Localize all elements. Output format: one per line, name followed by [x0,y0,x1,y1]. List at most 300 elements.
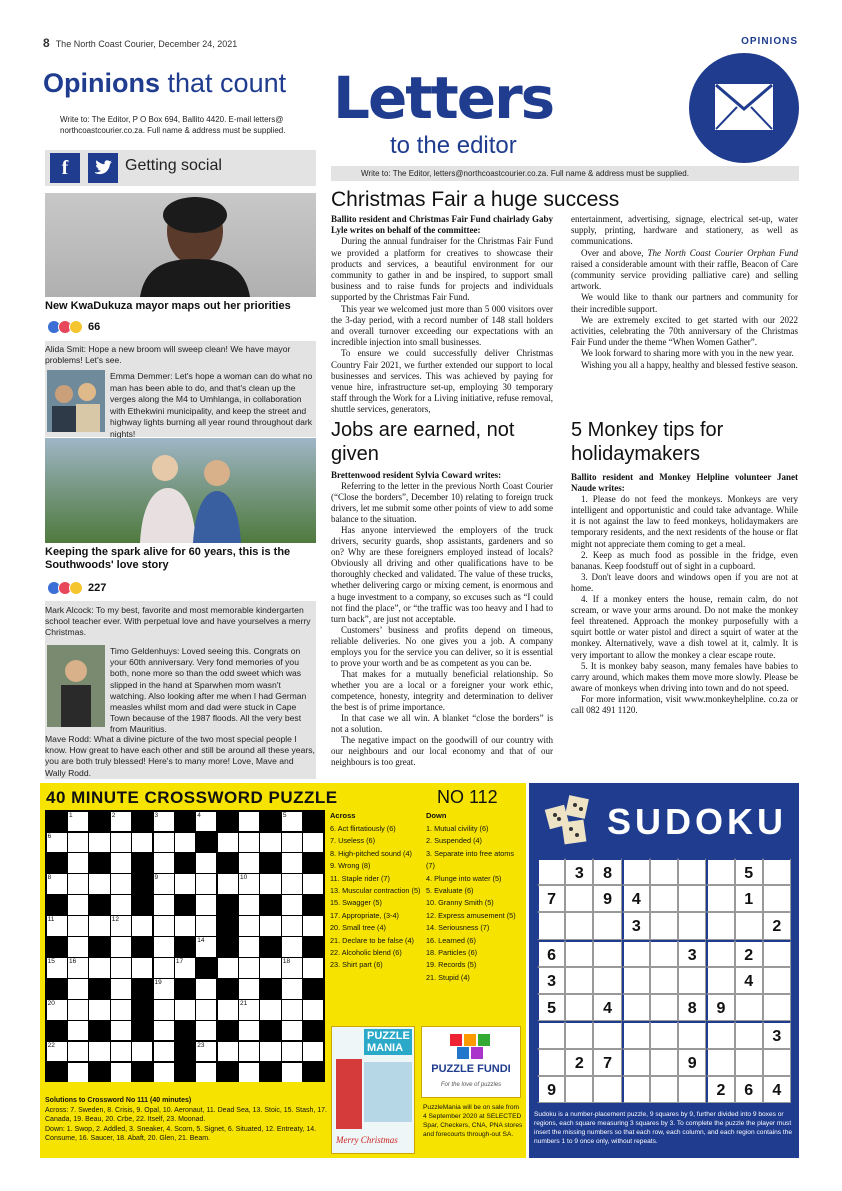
crossword-cell[interactable] [282,979,302,999]
crossword-cell[interactable] [239,937,259,957]
sudoku-cell[interactable] [537,858,565,885]
paragraph: We look forward to sharing more with you in the new year. [581,348,794,359]
paragraph: 3. Don't leave doors and windows open if you are not at home. [571,571,798,593]
sudoku-cell[interactable] [706,1049,734,1076]
clue-number: 9 [154,874,159,882]
down-heading: Down [426,811,447,820]
crossword-cell[interactable] [196,812,216,832]
puzzle-fundi-tagline: For the love of puzzles [440,1082,502,1088]
sudoku-cell[interactable] [678,858,706,885]
sudoku-cell[interactable] [763,1049,791,1076]
commenter-photo [47,370,105,432]
clue-number: 10 [240,874,248,882]
sudoku-cell[interactable]: 9 [678,1049,706,1076]
crossword-cell[interactable] [68,895,88,915]
crossword-cell[interactable] [68,1000,88,1020]
sudoku-cell[interactable] [650,912,678,939]
sudoku-instructions: Sudoku is a number-placement puzzle, 9 squares by 9, further divided into 9 boxes or regions, each square measuring 3 squares by 3. To complete the puzzle the player must insert the missing numbers so that each row, each column, and each region contains the numbers 1 to 9 once only, without repeats. [534,1111,793,1145]
crossword-cell[interactable] [68,853,88,873]
solutions-down: Down: 1. Swop, 2. Addled, 3. Sneaker, 4. Scorn, 5. Signet, 6. Situated, 12. Entreaty, 14. Consume, 16. Saucer, 18. Abaft, 20. Glen, 21. Beam. [45,1125,317,1142]
couple-photo [45,438,316,543]
crossword-cell[interactable] [89,1000,109,1020]
crossword-cell[interactable] [175,833,195,853]
crossword-cell[interactable] [154,874,174,894]
crossword-cell[interactable] [303,874,323,894]
sudoku-cell[interactable]: 4 [622,885,650,912]
crossword-cell[interactable] [260,1000,280,1020]
crossword-cell[interactable] [111,874,131,894]
sudoku-cell[interactable] [678,967,706,994]
clue-item: 13. Muscular contraction (5) [330,886,421,896]
sudoku-cell[interactable]: 3 [537,967,565,994]
paragraph: Has anyone interviewed the employers of the truck drivers, security guards, shop assistants, gardeners and so on? Why are these foreigners employed instead of locals? Obviously all driving and other qualifications have to be thoroughly checked and validated. The value of these trucks, whether delivering cargo or mixing cement, is enormous and a huge investment to a company, so excuses such as “I could not find the place”, or “the traffic was too heavy and I had to turn back”, are just not acceptable. [331,525,553,624]
crossword-cell[interactable] [218,1042,238,1062]
opinions-title-rest: that count [167,68,287,98]
crossword-cell[interactable] [111,937,131,957]
crossword-cell[interactable] [282,1042,302,1062]
opinions-title-bold: Opinions [43,68,160,98]
crossword-cell[interactable] [154,853,174,873]
envelope-icon [689,53,799,163]
crossword-cell[interactable] [111,853,131,873]
sudoku-cell[interactable]: 2 [735,940,763,967]
sudoku-cell[interactable]: 2 [706,1076,734,1103]
sudoku-cell[interactable] [706,967,734,994]
crossword-cell[interactable] [282,833,302,853]
crossword-cell[interactable] [132,916,152,936]
clue-number: 17 [175,957,184,965]
sudoku-cell[interactable] [706,858,734,885]
crossword-cell[interactable] [218,833,238,853]
crossword-cell[interactable] [260,874,280,894]
sudoku-cell[interactable] [650,858,678,885]
paragraph: That makes for a mutually beneficial relationship. So whether you are a local or a foreigner your work ethic, competence, honesty, integrity and determination to deliver the best is of prime importance. [331,668,553,712]
sudoku-cell[interactable]: 1 [735,885,763,912]
story-headline[interactable]: Keeping the spark alive for 60 years, this is the Southwoods' love story [45,546,291,571]
cover-photo [364,1062,412,1122]
crossword-cell[interactable] [239,833,259,853]
sudoku-cell[interactable] [706,885,734,912]
paragraph: This year we welcomed just more than 5 000 visitors over the 3-day period, with a record number of 148 stall holders and overall turnover exceeding our expectations with an incredible injection into small businesses. [331,303,553,348]
sudoku-cell[interactable] [565,912,593,939]
crossword-cell[interactable] [239,916,259,936]
clue-item: 20. Small tree (4) [330,923,386,933]
crossword-cell[interactable] [196,853,216,873]
crossword-cell[interactable] [68,1063,88,1083]
clue-item: 2. Suspended (4) [426,836,482,846]
paragraph: 1. Please do not feed the monkeys. Monkeys are very intelligent and opportunistic and could take advantage. While it is not against the law to feed monkeys, holidaymakers are temporary residents, and the next residents of the house or flat might not appreciate them coming to get a meal. [571,494,798,549]
crossword-cell[interactable] [68,812,88,832]
clue-number: 23 [197,1041,205,1049]
sudoku-cell[interactable] [622,967,650,994]
sudoku-cell[interactable] [735,912,763,939]
sudoku-cell[interactable]: 8 [593,858,621,885]
crossword-cell[interactable] [154,1063,174,1083]
letters-write-to: Write to: The Editor, letters@northcoastcourier.co.za. Full name & address must be supplied. [331,166,799,181]
crossword-cell[interactable] [68,874,88,894]
crossword-cell[interactable] [47,1042,67,1062]
crossword-cell[interactable] [282,895,302,915]
crossword-cell[interactable] [154,916,174,936]
crossword-cell[interactable] [68,1021,88,1041]
crossword-cell[interactable] [175,958,195,978]
crossword-cell[interactable] [282,1021,302,1041]
crossword-cell[interactable] [239,979,259,999]
sudoku-cell[interactable]: 4 [593,994,621,1021]
crossword-cell[interactable] [154,958,174,978]
letter-body [331,214,553,416]
crossword-cell[interactable] [196,916,216,936]
sudoku-cell[interactable]: 9 [706,994,734,1021]
commenter-photo [47,645,105,727]
sudoku-cell[interactable] [650,940,678,967]
crossword-cell[interactable] [111,916,131,936]
crossword-cell[interactable] [68,916,88,936]
crossword-grid[interactable] [45,810,325,1082]
clue-number: 2 [111,811,116,819]
crossword-cell[interactable] [260,833,280,853]
crossword-cell[interactable] [196,1063,216,1083]
mayor-photo [45,193,316,297]
comment: Timo Geldenhuys: Loved seeing this. Congrats on your 60th anniversary. Very fond memories of you both, none more so than the odd sweet which was slipped in the hand at Sparwhen mom wasn't watching. Also looking after me when I had German measles whilst mom and dad were stuck in Cape Town because of the 1987 floods. All the very best from Mauritius. [110,646,307,735]
crossword-cell[interactable] [154,937,174,957]
crossword-cell[interactable] [68,1042,88,1062]
sudoku-cell[interactable] [763,858,791,885]
clue-item: 14. Seriousness (7) [426,923,490,933]
crossword-cell[interactable] [111,895,131,915]
crossword-cell[interactable] [239,895,259,915]
sudoku-cell[interactable]: 4 [735,967,763,994]
crossword-cell[interactable] [47,958,67,978]
crossword-cell[interactable] [175,1000,195,1020]
sudoku-cell[interactable]: 7 [593,1049,621,1076]
wow-icon [69,581,83,595]
crossword-cell[interactable] [196,874,216,894]
crossword-cell[interactable] [154,895,174,915]
reaction-count: 66 [88,320,101,333]
crossword-cell[interactable] [239,1000,259,1020]
crossword-cell[interactable] [260,916,280,936]
letters-logo: Letters [333,64,554,132]
crossword-cell[interactable] [89,833,109,853]
sudoku-cell[interactable] [650,1049,678,1076]
sudoku-cell[interactable] [537,1049,565,1076]
crossword-cell[interactable] [282,916,302,936]
clue-item: 7. Useless (6) [330,836,376,846]
twitter-icon[interactable] [88,153,118,183]
crossword-cell[interactable] [47,916,67,936]
letters-subtitle: to the editor [390,132,517,159]
sudoku-cell[interactable]: 9 [537,1076,565,1103]
crossword-cell[interactable] [47,1000,67,1020]
letter-body [571,472,798,716]
crossword-cell[interactable] [239,853,259,873]
sudoku-cell[interactable]: 3 [763,1021,791,1048]
crossword-cell[interactable] [111,833,131,853]
crossword-cell[interactable] [303,833,323,853]
crossword-cell[interactable] [303,1042,323,1062]
sudoku-cell[interactable] [763,885,791,912]
sudoku-cell[interactable]: 9 [593,885,621,912]
crossword-cell[interactable] [303,1000,323,1020]
comment: Mark Alcock: To my best, favorite and most memorable kindergarten school teacher ever. With perpetual love and have yourselves a merry Christmas. [45,605,311,638]
dice-icon [541,791,599,849]
crossword-cell[interactable] [239,1042,259,1062]
crossword-cell[interactable] [132,833,152,853]
crossword-cell[interactable] [111,1021,131,1041]
crossword-cell[interactable] [68,979,88,999]
sudoku-cell[interactable]: 7 [537,885,565,912]
cover-side-strip [336,1059,362,1129]
clue-number: 3 [154,811,159,819]
crossword-cell[interactable] [282,937,302,957]
sudoku-cell[interactable]: 5 [537,994,565,1021]
sudoku-cell[interactable]: 2 [763,912,791,939]
sudoku-cell[interactable] [593,940,621,967]
clue-item: 15. Swagger (5) [330,898,382,908]
crossword-cell[interactable] [196,1042,216,1062]
sudoku-cell[interactable] [565,967,593,994]
crossword-cell[interactable] [282,958,302,978]
paragraph: The negative impact on the goodwill of our country with our neighbours and our local economy and that of our neighbours is too great. [331,735,553,768]
crossword-cell[interactable] [154,812,174,832]
crossword-cell[interactable] [154,1000,174,1020]
clue-item: 23. Shirt part (6) [330,960,383,970]
sudoku-cell[interactable] [565,1021,593,1048]
sudoku-cell[interactable] [622,1076,650,1103]
comment: Mave Rodd: What a divine picture of the two most special people I know. How great to have each other and still be around all these years, you are both truly blessed! Here's to many more! Love, Mave and Wally Rodd. [45,734,315,778]
sudoku-cell[interactable] [650,1021,678,1048]
crossword-cell[interactable] [196,1000,216,1020]
sudoku-cell[interactable] [565,885,593,912]
crossword-cell[interactable] [154,833,174,853]
paragraph: To ensure we could successfully deliver Christmas Country Fair 2021, we further extended our support to local businesses and services. This was achieved by paying for venue hire, infrastructure set-up, employing 30 temporary staff through the Work for a Living initiative, refuse removal, shuttle services, generators, [331,348,553,415]
paragraph [571,248,798,293]
paragraph: 5. It is monkey baby season, many females have babies to carry around, which makes them move more slowly. Please be aware of monkeys when driving into town and do not speed. [571,660,798,693]
crossword-cell[interactable] [239,812,259,832]
opinions-title [43,68,286,99]
clue-item: 10. Granny Smith (5) [426,898,494,908]
sudoku-cell[interactable] [622,858,650,885]
crossword-cell[interactable] [89,1042,109,1062]
sudoku-cell[interactable]: 4 [763,1076,791,1103]
crossword-cell[interactable] [111,1000,131,1020]
sudoku-cell[interactable] [565,1076,593,1103]
sudoku-cell[interactable] [622,994,650,1021]
crossword-cell[interactable] [89,916,109,936]
paragraph: 2. Keep as much food as possible in the fridge, even bananas. Keep foodstuff out of sight in a cupboard. [571,549,798,571]
clue-item: 16. Learned (6) [426,935,476,945]
crossword-cell[interactable] [196,979,216,999]
crossword-cell[interactable] [68,937,88,957]
crossword-cell[interactable] [154,1042,174,1062]
paragraph: 4. If a monkey enters the house, remain calm, do not scream, or wave your arms around. Do not make the monkey feel threatened. Approach the monkey purposefully with a squirt bottle or water pistol and direct a squirt of water at the monkey. Alternatively, wave a dish towel at it, calmly. It is very important to allow the monkey a clear escape route. [571,594,798,660]
sudoku-cell[interactable] [763,940,791,967]
sudoku-cell[interactable] [593,967,621,994]
sudoku-cell[interactable]: 5 [735,858,763,885]
crossword-cell[interactable] [132,958,152,978]
crossword-cell[interactable] [89,874,109,894]
clue-number: 5 [282,811,287,819]
crossword-cell[interactable] [282,812,302,832]
sudoku-grid[interactable] [537,858,791,1103]
sudoku-cell[interactable] [593,912,621,939]
letter-body-continued [571,214,798,371]
crossword-cell[interactable] [303,916,323,936]
letter-byline: Ballito resident and Monkey Helpline volunteer Janet Naude writes: [571,472,798,494]
crossword-cell[interactable] [111,958,131,978]
clue-number: 12 [111,916,119,924]
crossword-cell[interactable] [196,937,216,957]
sudoku-cell[interactable] [622,1021,650,1048]
clue-number: 8 [47,874,52,882]
clue-number: 20 [47,999,55,1007]
sudoku-cell[interactable] [706,940,734,967]
down-clues [426,823,522,984]
sudoku-cell[interactable] [650,885,678,912]
reaction-bar [47,579,106,595]
crossword-cell[interactable] [111,1042,131,1062]
clue-item: 21. Stupid (4) [426,972,470,982]
crossword-number: NO 112 [437,787,498,807]
sudoku-title: SUDOKU [607,801,788,842]
crossword-cell[interactable] [282,1000,302,1020]
comment: Emma Demmer: Let's hope a woman can do what no man has been able to do, and that's clean up the verges along the M4 to Umhlanga, in collaboration with Ethekwini municipality, and keep the street and highway lights burning all year round throughout dark nights! [110,371,313,439]
crossword-cell[interactable] [154,979,174,999]
crossword-cell[interactable] [260,1042,280,1062]
paragraph: During the annual fundraiser for the Christmas Fair Fund we provided a platform for creatives to showcase their products and services, a beautiful environment for our community to gather in and be inspired, to support small business and to raise funds for projects and individuals supported by the Christmas Fair Fund. [331,236,553,303]
puzzle-mania-title: PUZZLE MANIA [364,1029,412,1055]
sudoku-cell[interactable] [706,1021,734,1048]
crossword-title: 40 MINUTE CROSSWORD PUZZLE [46,788,338,807]
crossword-cell[interactable] [239,958,259,978]
paragraph: entertainment, advertising, signage, electrical set-up, water supply, printing, hardware and stationery, as well as communications. [571,214,798,247]
sudoku-cell[interactable] [650,1076,678,1103]
clue-item: 12. Express amusement (5) [426,910,516,920]
crossword-cell[interactable] [303,958,323,978]
sudoku-cell[interactable]: 8 [678,994,706,1021]
sudoku-cell[interactable] [678,1076,706,1103]
sudoku-cell[interactable] [593,1076,621,1103]
reaction-count: 227 [88,581,107,594]
crossword-cell[interactable] [239,1063,259,1083]
story-headline[interactable]: New KwaDukuza mayor maps out her priorities [45,300,291,312]
text-run: The North Coast Courier Orphan Fund [647,247,798,258]
crossword-cell[interactable] [282,853,302,873]
text-run: raised a considerable amount with their raffle, Beacon of Care (community service providing palliative care) and selling artwork. [571,258,798,292]
sudoku-cell[interactable] [678,885,706,912]
crossword-cell[interactable] [196,1021,216,1041]
paragraph: We are extremely excited to get started with our 2022 activities, celebrating the 70th anniversary of the Christmas Fair Fund under the theme “When Women Gather”. [571,314,798,348]
sudoku-cell[interactable] [650,967,678,994]
sudoku-cell[interactable] [537,912,565,939]
crossword-cell[interactable] [282,1063,302,1083]
clue-item: 17. Appropriate, (3-4) [330,910,399,920]
crossword-cell[interactable] [239,1021,259,1041]
clue-number: 19 [154,978,162,986]
crossword-cell[interactable] [239,874,259,894]
clue-item: 21. Declare to be false (4) [330,935,414,945]
crossword-cell[interactable] [282,874,302,894]
clue-number: 18 [282,957,291,965]
sudoku-cell[interactable] [565,940,593,967]
page-number: 8 [43,36,50,50]
crossword-cell[interactable] [218,958,238,978]
sudoku-cell[interactable] [706,912,734,939]
solutions-title: Solutions to Crossword No 111 (40 minutes) [45,1097,192,1104]
clue-item: 3. Separate into free atoms (7) [426,848,515,871]
promo-text: PuzzleMania will be on sale from 4 September 2020 at SELECTED Spar, Checkers, CNA, PNA stores and forecourts through-out SA. [423,1104,523,1138]
crossword-cell[interactable] [175,916,195,936]
sudoku-cell[interactable]: 6 [537,940,565,967]
crossword-cell[interactable] [68,833,88,853]
sudoku-cell[interactable]: 6 [735,1076,763,1103]
solutions-across: Across: 7. Sweden, 8. Crisis, 9. Opal, 10. Aeronaut, 11. Dead Sea, 13. Stoic, 15. Stash, 17. Canada, 19. Beau, 20. Crbe, 22. Itself, 23. Moonad. [45,1106,327,1123]
sudoku-cell[interactable] [622,940,650,967]
crossword-cell[interactable] [175,874,195,894]
crossword-cell[interactable] [68,958,88,978]
letter-headline: Jobs are earned, not given [331,419,515,465]
crossword-cell[interactable] [111,1063,131,1083]
sudoku-cell[interactable]: 3 [622,912,650,939]
puzzle-fundi-logo [421,1026,521,1098]
clue-number: 15 [47,957,55,965]
clue-item: 11. Staple rider (7) [330,873,390,883]
crossword-cell[interactable] [111,979,131,999]
sudoku-cell[interactable] [735,1049,763,1076]
puzzle-mania-cover [331,1026,415,1154]
letter-headline: Christmas Fair a huge success [331,188,620,211]
puzzle-fundi-title: PUZZLE FUNDI [431,1063,511,1075]
sudoku-cell[interactable] [735,1021,763,1048]
crossword-cell[interactable] [154,1021,174,1041]
sudoku-cell[interactable]: 2 [565,1049,593,1076]
crossword-cell[interactable] [218,874,238,894]
sudoku-cell[interactable] [678,912,706,939]
crossword-cell[interactable] [47,874,67,894]
sudoku-cell[interactable] [763,967,791,994]
clue-item: 22. Alcoholic blend (6) [330,948,402,958]
sudoku-cell[interactable] [593,1021,621,1048]
letter-headline: 5 Monkey tips for holidaymakers [571,419,724,465]
crossword-cell[interactable] [89,958,109,978]
sudoku-cell[interactable]: 3 [678,940,706,967]
paragraph: Customers’ business and profits depend on timeous, reliable deliveries. No one gives you a job. A company employs you for the service you can deliver, so it is essential to prove your worth and be as competent as you can be. [331,624,553,668]
sudoku-cell[interactable] [678,1021,706,1048]
sudoku-cell[interactable]: 3 [565,858,593,885]
social-label: Getting social [125,157,222,174]
facebook-icon[interactable]: f [50,153,80,183]
sudoku-cell[interactable] [763,994,791,1021]
crossword-cell[interactable] [260,958,280,978]
clue-item: 4. Plunge into water (5) [426,873,502,883]
paragraph: For more information, visit www.monkeyhelpline. co.za or call 082 491 1120. [571,693,798,715]
crossword-cell[interactable] [132,1042,152,1062]
clue-item: 1. Mutual civility (6) [426,824,489,833]
sudoku-cell[interactable] [735,994,763,1021]
cover-caption: Merry Christmas [336,1135,398,1145]
sudoku-cell[interactable] [650,994,678,1021]
sudoku-cell[interactable] [537,1021,565,1048]
crossword-cell[interactable] [218,1000,238,1020]
publication-line: The North Coast Courier, December 24, 2021 [55,39,238,49]
sudoku-cell[interactable] [565,994,593,1021]
clue-item: 18. Particles (6) [426,948,478,958]
sudoku-cell[interactable] [622,1049,650,1076]
crossword-cell[interactable] [47,833,67,853]
crossword-cell[interactable] [196,895,216,915]
crossword-cell[interactable] [111,812,131,832]
